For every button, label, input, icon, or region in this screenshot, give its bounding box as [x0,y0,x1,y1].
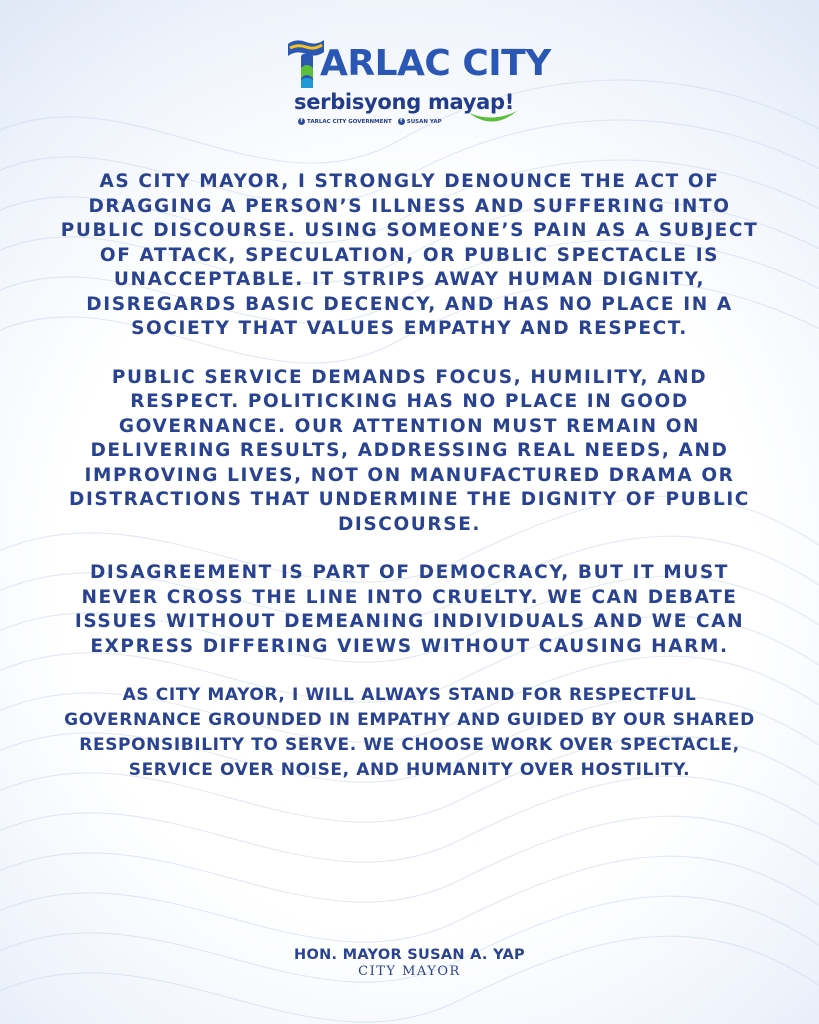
tarlac-city-logo [286,36,551,136]
statement-paragraph: AS CITY MAYOR, I STRONGLY DENOUNCE THE ACT OF DRAGGING A PERSON’S ILLNESS AND SUFFERING INTO PUBLIC DISCOURSE. USING SOMEONE’S PAIN AS A SUBJECT OF ATTACK, SPECULATION, OR PUBLIC SPECTACLE IS UNACCEPTABLE. IT STRIPS AWAY HUMAN DIGNITY, DISREGARDS BASIC DECENCY, AND HAS NO PLACE IN A SOCIETY THAT VALUES EMPATHY AND RESPECT. [60,171,759,339]
logo-title: ARLAC CITY [320,43,551,84]
header [0,36,819,136]
facebook-icon: f [398,118,405,125]
social-label: TARLAC CITY GOVERNMENT [307,118,392,125]
social-handles [298,118,442,125]
statement-paragraph: AS CITY MAYOR, I WILL ALWAYS STAND FOR RESPECTFUL GOVERNANCE GROUNDED IN EMPATHY AND GUIDED BY OUR SHARED RESPONSIBILITY TO SERVE. WE CHOOSE WORK OVER SPECTACLE, SERVICE OVER NOISE, AND HUMANITY OVER HOSTILITY. [64,685,755,780]
tagline: serbisyong mayap! [294,90,515,114]
signatory-name: HON. MAYOR SUSAN A. YAP [294,947,525,963]
statement-body [60,170,759,807]
signature-block [0,946,819,979]
signatory-title: CITY MAYOR [358,964,461,979]
smile-swoosh-icon [467,109,519,127]
statement-paragraph: DISAGREEMENT IS PART OF DEMOCRACY, BUT IT MUST NEVER CROSS THE LINE INTO CRUELTY. WE CAN DEBATE ISSUES WITHOUT DEMEANING INDIVIDUALS AND WE CAN EXPRESS DIFFERING VIEWS WITHOUT CAUSING HARM. [74,562,745,657]
social-item[interactable] [398,118,442,125]
statement-paragraph: PUBLIC SERVICE DEMANDS FOCUS, HUMILITY, AND RESPECT. POLITICKING HAS NO PLACE IN GOOD GOVERNANCE. OUR ATTENTION MUST REMAIN ON DELIVERING RESULTS, ADDRESSING REAL NEEDS, AND IMPROVING LIVES, NOT ON MANUFACTURED DRAMA OR DISTRACTIONS THAT UNDERMINE THE DIGNITY OF PUBLIC DISCOURSE. [68,366,750,535]
facebook-icon: f [298,118,305,125]
social-label: SUSAN YAP [406,118,442,125]
social-item[interactable] [298,118,392,125]
